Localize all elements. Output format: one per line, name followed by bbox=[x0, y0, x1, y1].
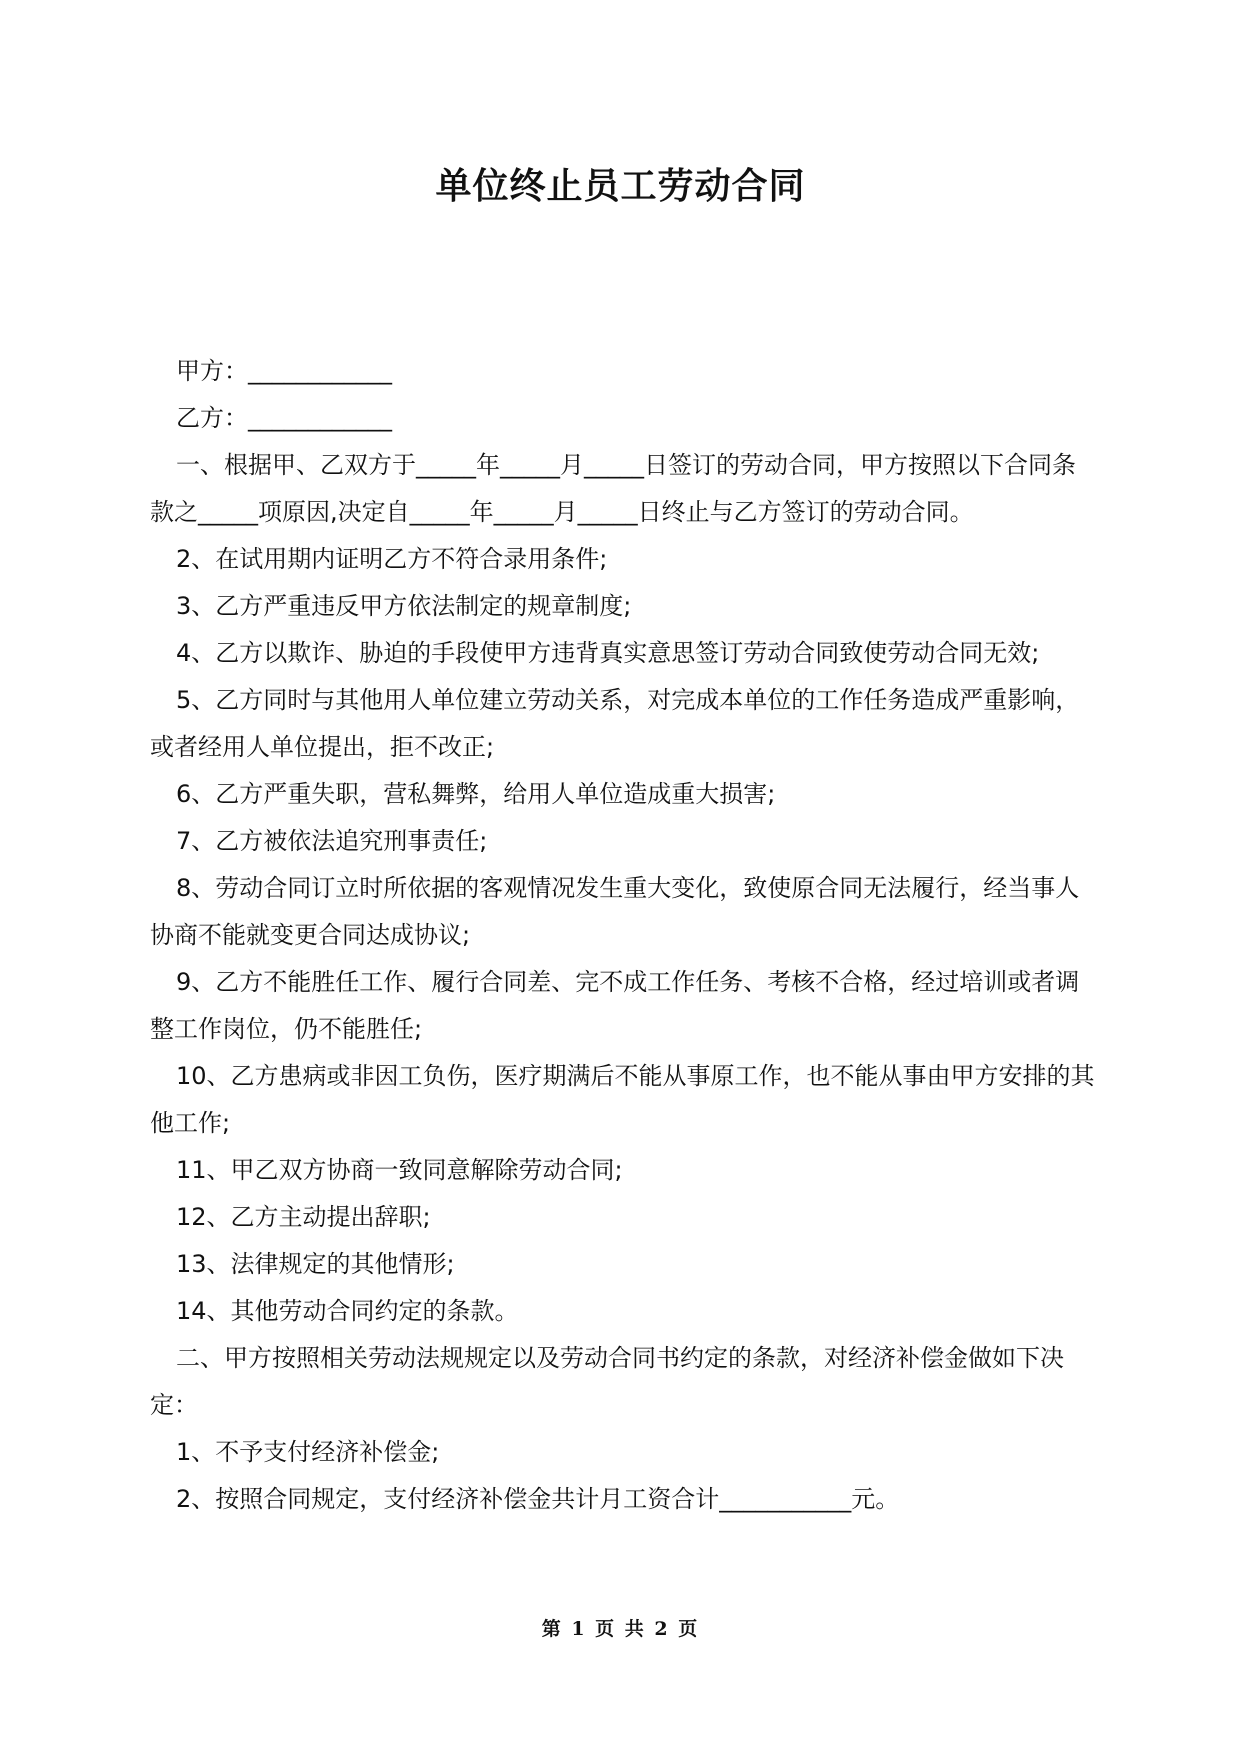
clause-item: 14、其他劳动合同约定的条款。 bbox=[176, 1297, 519, 1325]
clause-item: 7、乙方被依法追究刑事责任; bbox=[176, 827, 488, 855]
clause-item: 10、乙方患病或非因工负伤，医疗期满后不能从事原工作，也不能从事由甲方安排的其他工作; bbox=[150, 1062, 1095, 1137]
clause-item: 2、在试用期内证明乙方不符合录用条件; bbox=[176, 545, 608, 573]
clause-intro: 一、根据甲、乙双方于_____年_____月_____日签订的劳动合同，甲方按照以下合同条款之_____项原因,决定自_____年_____月_____日终止与乙方签订的劳动合同。 bbox=[150, 451, 1076, 526]
clause-item: 5、乙方同时与其他用人单位建立劳动关系，对完成本单位的工作任务造成严重影响，或者经用人单位提出，拒不改正; bbox=[150, 686, 1080, 761]
clause-item: 8、劳动合同订立时所依据的客观情况发生重大变化，致使原合同无法履行，经当事人协商不能就变更合同达成协议; bbox=[150, 874, 1080, 949]
clause-item: 6、乙方严重失职，营私舞弊，给用人单位造成重大损害; bbox=[176, 780, 776, 808]
clause-item: 9、乙方不能胜任工作、履行合同差、完不成工作任务、考核不合格，经过培训或者调整工作岗位，仍不能胜任; bbox=[150, 968, 1080, 1043]
party-b-line: 乙方：____________ bbox=[176, 404, 392, 432]
clause-item: 11、甲乙双方协商一致同意解除劳动合同; bbox=[176, 1156, 623, 1184]
document-body bbox=[150, 348, 1095, 1523]
page-footer: 第 1 页 共 2 页 bbox=[541, 1618, 700, 1640]
compensation-item: 1、不予支付经济补偿金; bbox=[176, 1438, 440, 1466]
document-title: 单位终止员工劳动合同 bbox=[435, 166, 806, 207]
clause-item: 13、法律规定的其他情形; bbox=[176, 1250, 455, 1278]
compensation-intro: 二、甲方按照相关劳动法规规定以及劳动合同书约定的条款，对经济补偿金做如下决定： bbox=[150, 1344, 1064, 1419]
party-a-line: 甲方：____________ bbox=[176, 357, 392, 385]
clause-item: 12、乙方主动提出辞职; bbox=[176, 1203, 431, 1231]
clause-item: 3、乙方严重违反甲方依法制定的规章制度; bbox=[176, 592, 632, 620]
clause-item: 4、乙方以欺诈、胁迫的手段使甲方违背真实意思签订劳动合同致使劳动合同无效; bbox=[176, 639, 1040, 667]
compensation-item: 2、按照合同规定，支付经济补偿金共计月工资合计___________元。 bbox=[176, 1485, 900, 1513]
